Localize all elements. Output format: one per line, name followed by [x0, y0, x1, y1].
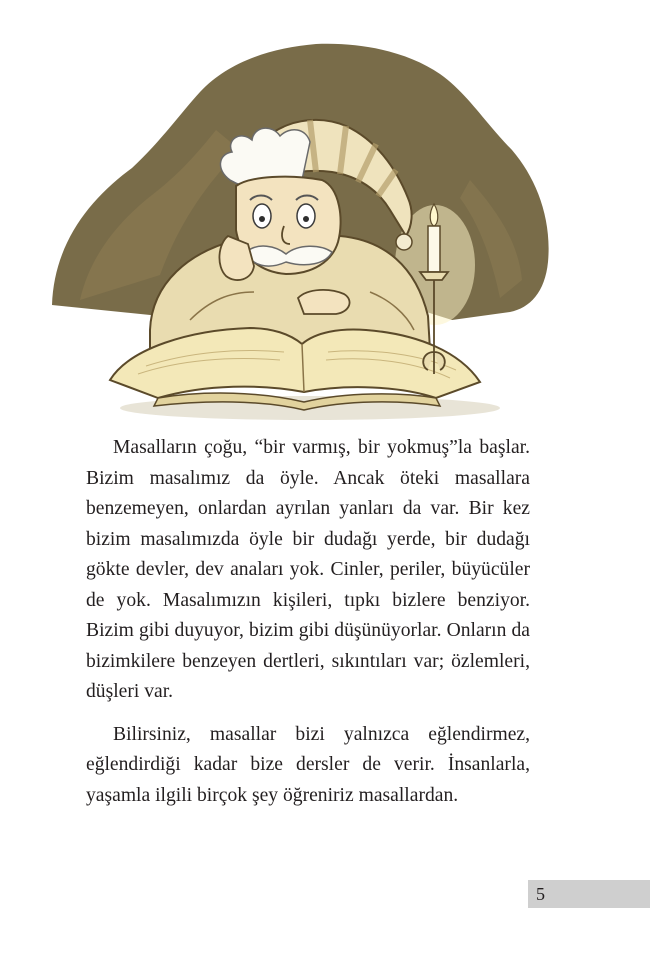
candle: [428, 226, 440, 272]
paragraph-2: Bilirsiniz, masallar bizi yalnızca eğlendirmez, eğlendirdiği kadar bize dersler de verir. İnsanlarla, yaşamla ilgili birçok şey öğreniriz masallardan.: [86, 723, 530, 806]
old-storyteller-reading-book-by-candle-icon: [40, 30, 560, 425]
hand-book: [298, 290, 350, 314]
page-number: 5: [536, 884, 545, 904]
page-number-bar: [528, 880, 650, 908]
storyteller-illustration: [40, 30, 560, 425]
paragraph-1: Masalların çoğu, “bir varmış, bir yokmuş”la başlar. Bizim masalımız da öyle. Ancak öteki masallara benzemeyen, onlardan ayrılan yanları da var. Bir kez bizim masalımızda öyle bir dudağı yerde, bir dudağı gökte devler, dev anaları yok. Cinler, periler, büyücüler de yok. Masalımızın kişileri, tıpkı bizlere benziyor. Bizim gibi duyuyor, bizim gibi düşünüyorlar. Onların da bizimkilere benzeyen dertleri, sıkıntıları var; özlemleri, düşleri var.: [86, 437, 530, 702]
nightcap-pompom: [396, 234, 412, 250]
story-text: [86, 433, 530, 811]
